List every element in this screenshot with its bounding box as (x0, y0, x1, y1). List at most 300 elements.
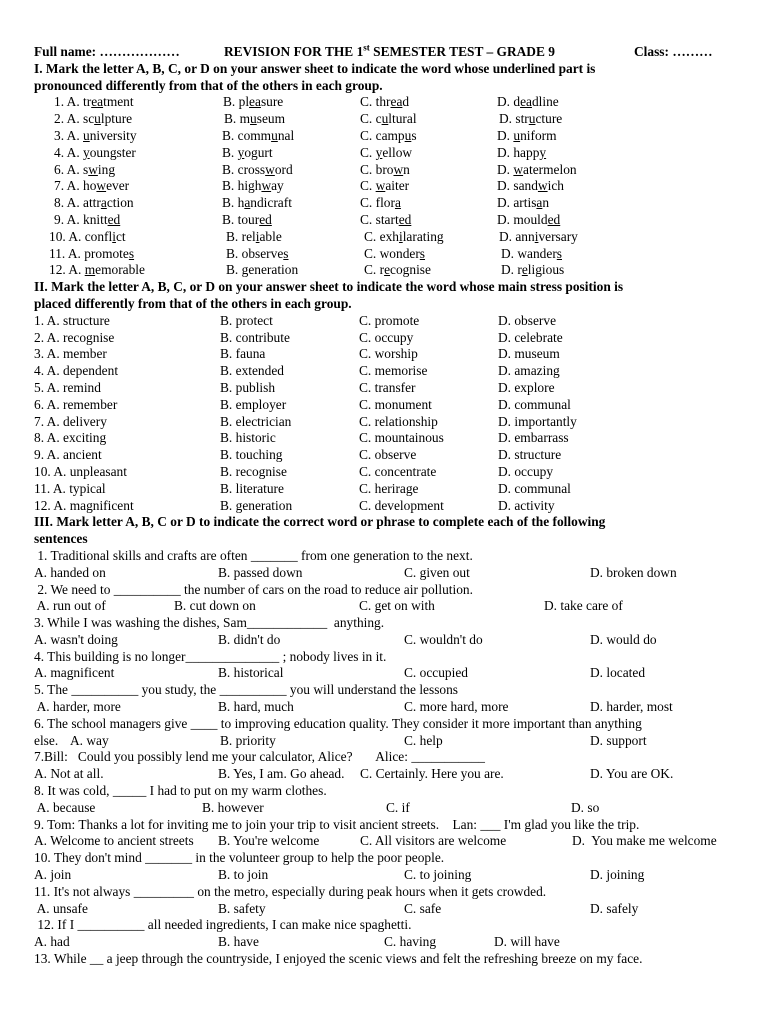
underlined-part: ea (390, 94, 403, 110)
answer-option: B. extended (220, 363, 284, 379)
underlined-part: i (398, 228, 403, 244)
underlined-part: u (513, 127, 521, 143)
option-text: 9. A. knitt (54, 211, 108, 227)
answer-option: A. wasn't doing (34, 631, 118, 647)
answer-option: D. celebrate (498, 329, 563, 345)
underlined-part: u (250, 111, 257, 127)
answer-option (499, 229, 578, 246)
option-text: C. (360, 144, 376, 160)
option-text: D. sand (497, 178, 538, 194)
option-text: C. (360, 178, 376, 194)
answer-option (54, 145, 136, 162)
question-options (34, 766, 746, 783)
answer-option (54, 178, 129, 195)
question-row (34, 162, 746, 179)
answer-option: B. historic (220, 430, 276, 446)
answer-option (54, 195, 134, 212)
answer-option: C. All visitors are welcome (360, 833, 507, 849)
underlined-part: ed (398, 211, 412, 227)
answer-option (223, 94, 283, 111)
question-row (34, 380, 746, 397)
option-text: D. wander (501, 245, 557, 261)
answer-option (222, 128, 294, 145)
option-text: C. start (360, 211, 399, 227)
answer-option: 4. A. dependent (34, 363, 119, 379)
underlined-part: u (528, 111, 536, 127)
answer-option: A. way (70, 732, 109, 748)
option-text: ay (271, 178, 284, 194)
answer-option: B. contribute (220, 329, 290, 345)
answer-option: A. unsafe (34, 900, 88, 916)
question-options (34, 800, 746, 817)
option-text: dline (531, 94, 559, 110)
option-text: sure (260, 94, 284, 110)
underlined-part: a (394, 195, 401, 211)
answer-option: C. occupied (404, 665, 468, 681)
answer-option (501, 246, 562, 263)
worksheet-header (34, 44, 746, 61)
answer-option (49, 262, 145, 279)
answer-option: D. observe (498, 312, 557, 328)
underlined-part: w (375, 178, 386, 194)
answer-option: D. occupy (498, 463, 554, 479)
answer-option: D. importantly (498, 413, 577, 429)
option-text: ich (547, 178, 564, 194)
answer-option (364, 229, 444, 246)
answer-option: D. embarrass (498, 430, 569, 446)
answer-option: C. monument (359, 396, 432, 412)
answer-option: D. joining (590, 867, 645, 883)
option-text: C. thr (360, 94, 391, 110)
option-text: n (403, 161, 410, 177)
answer-option: A. handed on (34, 564, 106, 580)
underlined-part: a (100, 195, 107, 211)
answer-option (360, 128, 417, 145)
option-text: ever (106, 178, 130, 194)
answer-option: B. You're welcome (218, 833, 320, 849)
underlined-part: ed (259, 211, 272, 227)
underlined-part: u (404, 127, 412, 143)
question-row (34, 414, 746, 431)
answer-option: A. Welcome to ancient streets (34, 833, 194, 849)
worksheet-page (34, 44, 746, 968)
option-text: aiter (385, 178, 410, 194)
option-text: cognise (390, 262, 431, 278)
option-text: 12. A. (49, 262, 85, 278)
question-row (34, 229, 746, 246)
answer-option (226, 229, 282, 246)
option-text: ct (115, 228, 126, 244)
option-text: d (402, 94, 410, 110)
answer-option: 12. A. magnificent (34, 497, 134, 513)
answer-option (54, 111, 132, 128)
option-text: eneration (248, 262, 299, 278)
question-row (34, 430, 746, 447)
answer-option (360, 195, 401, 212)
question-text: 5. The __________ you study, the __________ you will understand the lessons (34, 682, 459, 698)
question-row (34, 481, 746, 498)
answer-option (226, 262, 298, 279)
option-text: B. rel (226, 228, 256, 244)
section1-heading-cont: pronounced differently from that of the others in each group. (34, 77, 383, 93)
question-options (34, 699, 746, 716)
question-text: 11. It's not always _________ on the metro, especially during peak hours when it gets crowded. (34, 883, 547, 899)
option-text: n (542, 195, 550, 211)
option-text: larating (402, 228, 444, 244)
underlined-part: w (537, 178, 548, 194)
underlined-part: a (536, 195, 543, 211)
answer-option (222, 178, 284, 195)
option-text: B. (222, 144, 238, 160)
underlined-part: g (241, 262, 249, 278)
answer-option: 2. A. recognise (34, 329, 115, 345)
answer-option (497, 145, 546, 162)
underlined-part: y (83, 144, 90, 160)
option-text: B. tour (222, 211, 260, 227)
answer-option: D. would do (590, 631, 657, 647)
answer-option: C. having (384, 934, 437, 950)
question-row (34, 212, 746, 229)
answer-option: C. observe (359, 447, 417, 463)
option-text: versary (538, 228, 578, 244)
underlined-part: ed (107, 211, 121, 227)
question-row (34, 111, 746, 128)
option-text: D. d (497, 94, 521, 110)
answer-option: C. help (404, 732, 443, 748)
answer-option: B. fauna (220, 346, 266, 362)
answer-option: D. structure (498, 447, 562, 463)
answer-option: A. magnificent (34, 665, 115, 681)
option-text: C. wonder (364, 245, 420, 261)
answer-option: D. communal (498, 396, 571, 412)
underlined-part: ed (547, 211, 561, 227)
answer-option: B. cut down on (174, 598, 256, 614)
underlined-part: u (94, 111, 101, 127)
option-text: C. flor (360, 195, 395, 211)
answer-option (360, 111, 417, 128)
question-text: 3. While I was washing the dishes, Sam____________ anything. (34, 615, 385, 631)
underlined-part: ea (91, 94, 104, 110)
answer-option (360, 145, 412, 162)
answer-option: C. if (386, 799, 410, 815)
question-text: 4. This building is no longer______________ ; nobody lives in it. (34, 648, 387, 664)
option-text: atermelon (523, 161, 577, 177)
answer-option (364, 262, 431, 279)
underlined-part: a (244, 195, 251, 211)
answer-option: D. museum (498, 346, 560, 362)
question-row (34, 313, 746, 330)
question-row (34, 195, 746, 212)
answer-option: B. however (202, 799, 264, 815)
option-text: s (411, 127, 417, 143)
answer-option: 3. A. member (34, 346, 107, 362)
option-text: nal (277, 127, 295, 143)
option-text: D. (497, 127, 514, 143)
underlined-part: s (283, 245, 289, 261)
option-text: D. str (499, 111, 529, 127)
answer-option: D. You make me welcome (572, 833, 717, 849)
option-text: D. happ (497, 144, 540, 160)
underlined-part: u (83, 127, 90, 143)
section2-questions (34, 313, 746, 515)
question-row (34, 397, 746, 414)
answer-option: C. memorise (359, 363, 428, 379)
question-row (34, 346, 746, 363)
underlined-part: w (96, 178, 107, 194)
answer-option: B. publish (220, 379, 276, 395)
answer-option: B. protect (220, 312, 273, 328)
answer-option: B. priority (220, 732, 276, 748)
question-options (34, 598, 746, 615)
answer-option (224, 111, 285, 128)
answer-option: C. given out (404, 564, 470, 580)
question-text: 9. Tom: Thanks a lot for inviting me to join your trip to visit ancient streets. Lan: ___ I'm glad you like the trip. (34, 816, 640, 832)
underlined-part: ea (249, 94, 261, 110)
section3-heading: III. Mark letter A, B, C or D to indicate the correct word or phrase to complete each of the following (34, 514, 606, 530)
answer-option: D. take care of (544, 598, 623, 614)
answer-option: 1. A. structure (34, 312, 110, 328)
answer-option (360, 212, 411, 229)
underlined-part: m (84, 262, 96, 278)
answer-option: D. support (590, 732, 647, 748)
underlined-part: u (271, 127, 278, 143)
answer-option (360, 162, 410, 179)
answer-option (497, 212, 560, 229)
option-text: B. cross (222, 161, 266, 177)
underlined-part: i (534, 228, 539, 244)
option-text: ltural (388, 111, 417, 127)
answer-option (49, 246, 134, 263)
option-text: ord (274, 161, 293, 177)
answer-option (497, 195, 549, 212)
answer-option: D. You are OK. (590, 766, 674, 782)
option-text: cture (535, 111, 563, 127)
underlined-part: i (112, 228, 116, 244)
answer-option (222, 212, 272, 229)
underlined-part: y (237, 144, 245, 160)
option-text: 10. A. confl (49, 228, 113, 244)
answer-option: B. have (218, 934, 259, 950)
answer-option: C. worship (359, 346, 418, 362)
option-text: B. observe (226, 245, 284, 261)
underlined-part: s (556, 245, 562, 261)
answer-option: else. (34, 732, 59, 748)
option-text: D. mould (497, 211, 548, 227)
option-text: D. (497, 161, 514, 177)
full-name-field: Full name: ……………… (34, 44, 180, 59)
answer-option: B. employer (220, 396, 287, 412)
underlined-part: u (381, 111, 389, 127)
question-options (34, 665, 746, 682)
option-text: able (259, 228, 282, 244)
answer-option (54, 212, 120, 229)
question-text: 8. It was cold, _____ I had to put on my warm clothes. (34, 783, 327, 799)
section3-heading-cont: sentences (34, 531, 88, 547)
underlined-part: i (255, 228, 260, 244)
option-text: C. camp (360, 127, 405, 143)
answer-option: C. herirage (359, 480, 419, 496)
answer-option (501, 262, 564, 279)
answer-option: D. located (590, 665, 646, 681)
question-options (34, 934, 746, 951)
underlined-part: w (513, 161, 524, 177)
option-text: emorable (95, 262, 145, 278)
answer-option: B. to join (218, 867, 269, 883)
answer-option: A. harder, more (34, 699, 121, 715)
answer-option: 7. A. delivery (34, 413, 107, 429)
answer-option: D. communal (498, 480, 571, 496)
option-text: C. c (360, 111, 382, 127)
underlined-part: e (521, 262, 528, 278)
section1-questions (34, 94, 746, 279)
answer-option: D. activity (498, 497, 555, 513)
answer-option (360, 178, 409, 195)
question-row (34, 363, 746, 380)
answer-option (54, 162, 115, 179)
answer-option: 10. A. unpleasant (34, 463, 127, 479)
answer-option: A. because (34, 799, 96, 815)
underlined-part: y (539, 144, 547, 160)
answer-option: C. to joining (404, 867, 472, 883)
answer-option (364, 246, 425, 263)
question-row (34, 128, 746, 145)
answer-option: C. get on with (359, 598, 435, 614)
answer-option (497, 162, 577, 179)
answer-option: C. mountainous (359, 430, 444, 446)
answer-option: C. relationship (359, 413, 438, 429)
answer-option: A. had (34, 934, 70, 950)
answer-option (54, 128, 137, 145)
answer-option (499, 111, 562, 128)
answer-option (360, 94, 409, 111)
question-row (34, 464, 746, 481)
question-text: 7.Bill: Could you possibly lend me your calculator, Alice? Alice: ___________ (34, 749, 485, 765)
option-text: B. high (222, 178, 262, 194)
option-text: 7. A. ho (54, 178, 97, 194)
answer-option: B. safety (218, 900, 266, 916)
answer-option: C. safe (404, 900, 442, 916)
answer-option: C. promote (359, 312, 420, 328)
answer-option: D. will have (494, 934, 560, 950)
underlined-part: s (128, 245, 135, 261)
answer-option: B. recognise (220, 463, 287, 479)
answer-option: D. amazing (498, 363, 560, 379)
option-text: C. bro (360, 161, 394, 177)
answer-option: A. run out of (34, 598, 106, 614)
answer-option: C. concentrate (359, 463, 437, 479)
answer-option (49, 229, 126, 246)
answer-option: B. literature (220, 480, 284, 496)
option-text: B. m (224, 111, 251, 127)
option-text: niversity (89, 127, 137, 143)
question-row (34, 498, 746, 515)
section2-heading: II. Mark the letter A, B, C, or D on your answer sheet to indicate the word whose main stress position is (34, 279, 624, 295)
option-text: ndicraft (250, 195, 292, 211)
question-options (34, 632, 746, 649)
question-text: 1. Traditional skills and crafts are often _______ from one generation to the next. (34, 547, 473, 563)
option-text: 2. A. sc (54, 111, 95, 127)
underlined-part: y (375, 144, 383, 160)
question-row (34, 447, 746, 464)
answer-option: 6. A. remember (34, 396, 118, 412)
underlined-part: w (265, 161, 275, 177)
question-text: 6. The school managers give ____ to improving education quality. They consider it more important than anything (34, 715, 642, 731)
answer-option (497, 128, 557, 145)
answer-option: C. occupy (359, 329, 414, 345)
question-row (34, 94, 746, 111)
answer-option: B. passed down (218, 564, 303, 580)
answer-option: B. historical (218, 665, 284, 681)
option-text: 11. A. promote (49, 245, 129, 261)
option-text: 4. A. (54, 144, 84, 160)
answer-option: C. transfer (359, 379, 416, 395)
answer-option: B. touching (220, 447, 283, 463)
underlined-part: e (384, 262, 391, 278)
underlined-part: ea (520, 94, 532, 110)
section1-heading: I. Mark the letter A, B, C, or D on your answer sheet to indicate the word whose underlined part is (34, 60, 596, 76)
question-text: 13. While __ a jeep through the countryside, I enjoyed the scenic views and felt the refreshing breeze on my face. (34, 951, 643, 967)
answer-option: C. more hard, more (404, 699, 509, 715)
question-row (34, 178, 746, 195)
question-options (34, 901, 746, 918)
question-text: 10. They don't mind _______ in the volunteer group to help the poor people. (34, 850, 445, 866)
option-text: oungster (89, 144, 136, 160)
question-options (34, 565, 746, 582)
question-options (34, 833, 746, 850)
option-text: tment (103, 94, 134, 110)
option-text: lpture (100, 111, 133, 127)
answer-option (54, 94, 134, 111)
underlined-part: w (88, 161, 98, 177)
answer-option: D. broken down (590, 564, 677, 580)
answer-option: B. hard, much (218, 699, 294, 715)
answer-option (497, 94, 559, 111)
option-text: 3. A. (54, 127, 84, 143)
underlined-part: w (393, 161, 404, 177)
answer-option (226, 246, 289, 263)
option-text: ellow (382, 144, 413, 160)
question-text: 2. We need to __________ the number of cars on the road to reduce air pollution. (34, 581, 473, 597)
answer-option: B. didn't do (218, 631, 281, 647)
class-field: Class: ……… (634, 44, 713, 59)
answer-option: A. join (34, 867, 72, 883)
option-text: D. artis (497, 195, 537, 211)
answer-option: A. Not at all. (34, 766, 104, 782)
question-options (34, 867, 746, 884)
option-text: ligious (527, 262, 565, 278)
answer-option: C. Certainly. Here you are. (360, 766, 504, 782)
answer-option: B. Yes, I am. Go ahead. (218, 766, 345, 782)
answer-option (222, 145, 273, 162)
question-text: 12. If I __________ all needed ingredients, I can make nice spaghetti. (34, 917, 412, 933)
underlined-part: w (261, 178, 272, 194)
answer-option: 8. A. exciting (34, 430, 107, 446)
option-text: ogurt (244, 144, 273, 160)
option-text: B. pl (223, 94, 250, 110)
answer-option: D. explore (498, 379, 555, 395)
answer-option: 11. A. typical (34, 480, 106, 496)
option-text: niform (520, 127, 557, 143)
option-text: seum (256, 111, 286, 127)
answer-option: B. electrician (220, 413, 292, 429)
answer-option: 5. A. remind (34, 379, 101, 395)
worksheet-title: REVISION FOR THE 1st SEMESTER TEST – GRADE 9 (224, 42, 555, 59)
answer-option: 9. A. ancient (34, 447, 102, 463)
question-row (34, 246, 746, 263)
option-text: 6. A. s (54, 161, 89, 177)
question-row (34, 262, 746, 279)
option-text: B. comm (222, 127, 272, 143)
